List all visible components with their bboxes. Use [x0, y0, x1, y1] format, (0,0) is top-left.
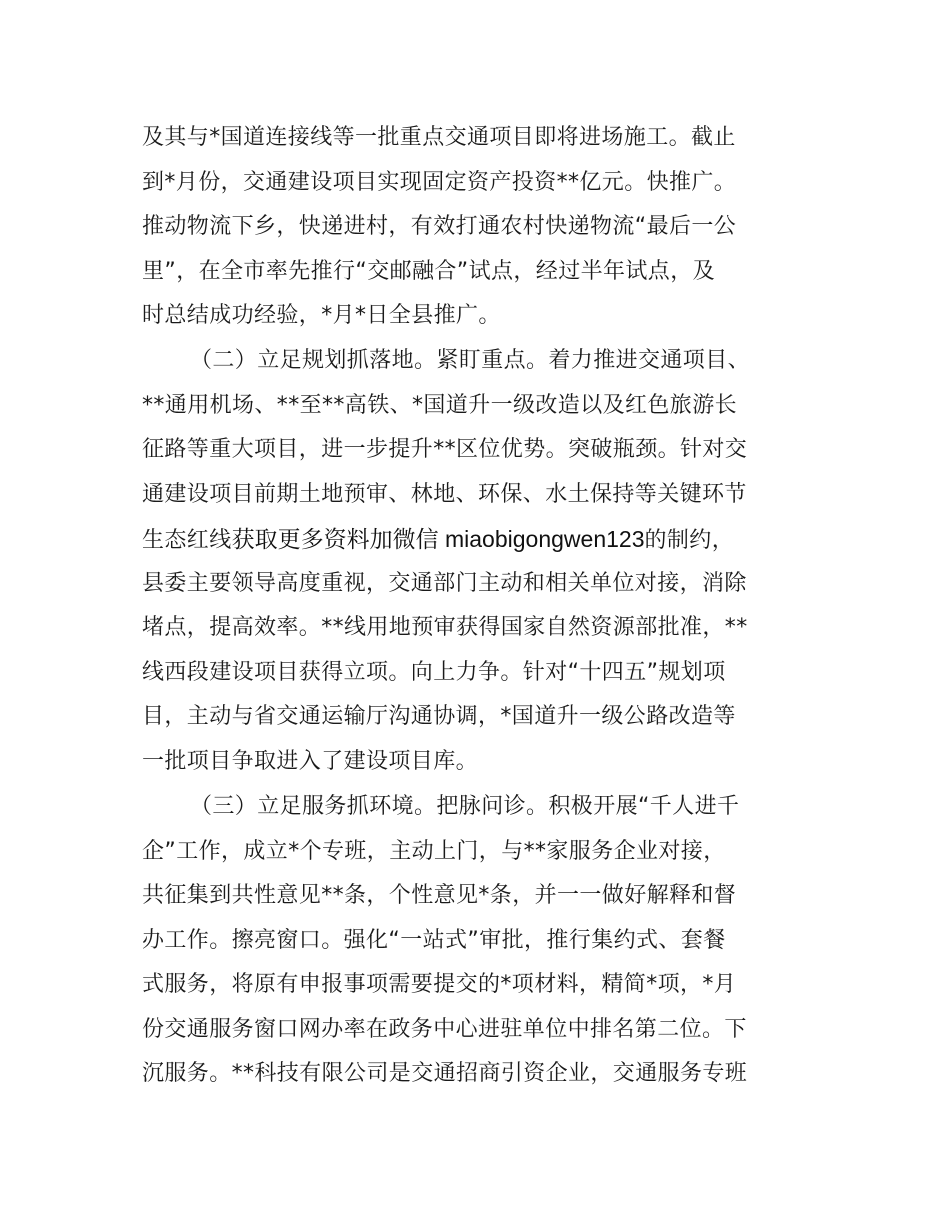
paragraph-line: 目，主动与省交通运输厅沟通协调，*国道升一级公路改造等 [142, 704, 736, 729]
paragraph-line: 共征集到共性意见**条，个性意见*条，并一一做好解释和督 [142, 883, 737, 908]
paragraph-line: 线西段建设项目获得立项。向上力争。针对“十四五”规划项 [142, 659, 726, 685]
paragraph-line: 办工作。擦亮窗口。强化“一站式”审批，推行集约式、套餐 [142, 927, 726, 953]
paragraph-line: 县委主要领导高度重视，交通部门主动和相关单位对接，消除 [142, 570, 747, 596]
watermark-text: 获取更多资料加微信 miaobigongwen123 [231, 526, 645, 552]
paragraph-heading-line: （二）立足规划抓落地。紧盯重点。着力推进交通项目、 [190, 348, 751, 373]
paragraph-line: 一批项目争取进入了建设项目库。 [142, 748, 479, 774]
paragraph-line: 份交通服务窗口网办率在政务中心进驻单位中排名第二位。下 [142, 1016, 747, 1042]
paragraph-line: 沉服务。**科技有限公司是交通招商引资企业，交通服务专班 [142, 1061, 748, 1086]
paragraph-heading-line: （三）立足服务抓环境。把脉问诊。积极开展“千人进千 [190, 794, 740, 819]
paragraph-line: 时总结成功经验，*月*日全县推广。 [142, 303, 501, 328]
paragraph-1 [142, 116, 812, 339]
paragraph-3 [142, 785, 812, 1097]
paragraph-line: 到*月份，交通建设项目实现固定资产投资**亿元。快推广。 [142, 169, 737, 195]
paragraph-line: 通建设项目前期土地预审、林地、环保、水土保持等关键环节 [142, 481, 747, 507]
paragraph-line: **通用机场、**至**高铁、*国道升一级改造以及红色旅游长 [142, 392, 738, 418]
paragraph-line: 及其与*国道连接线等一批重点交通项目即将进场施工。截止 [142, 125, 736, 150]
paragraph-2 [142, 339, 812, 784]
paragraph-line: 式服务，将原有申报事项需要提交的*项材料，精简*项，*月 [142, 972, 737, 997]
paragraph-line: 推动物流下乡，快递进村，有效打通农村快递物流“最后一公 [142, 214, 737, 239]
line-text-after: 的制约， [644, 528, 735, 553]
paragraph-line: 堵点，提高效率。**线用地预审获得国家自然资源部批准，** [142, 615, 748, 640]
paragraph-line-with-watermark [142, 517, 812, 562]
line-text-before: 生态红线 [142, 528, 232, 553]
paragraph-line: 里”，在全市率先推行“交邮融合”试点，经过半年试点，及 [142, 258, 715, 284]
paragraph-line: 企”工作，成立*个专班，主动上门，与**家服务企业对接， [142, 838, 726, 864]
paragraph-line: 征路等重大项目，进一步提升**区位优势。突破瓶颈。针对交 [142, 437, 748, 462]
